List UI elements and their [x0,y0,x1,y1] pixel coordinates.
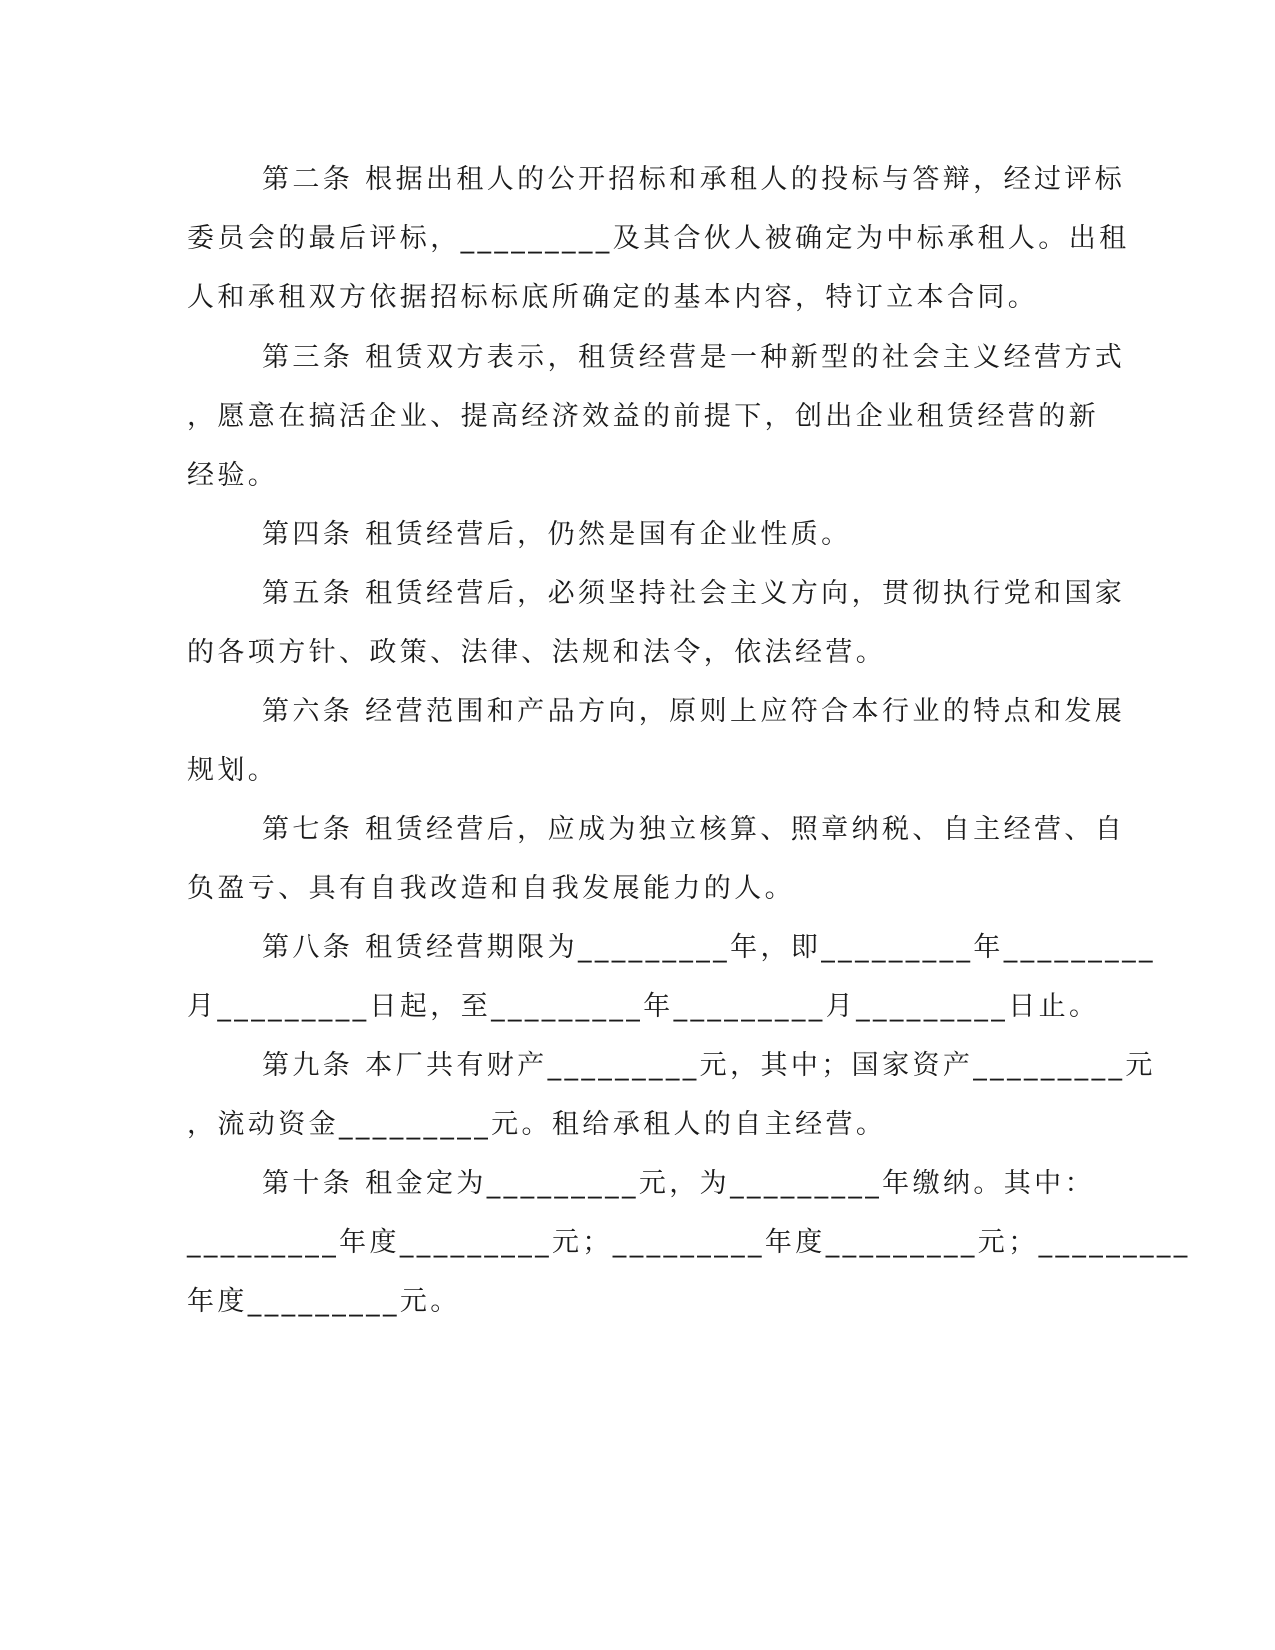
article-10-line-3: 年度_________元。 [187,1286,461,1317]
article-4-line-1: 第四条 租赁经营后，仍然是国有企业性质。 [262,519,852,550]
article-9-line-2: ，流动资金_________元。租给承租人的自主经营。 [187,1109,887,1140]
article-3-line-1: 第三条 租赁双方表示，租赁经营是一种新型的社会主义经营方式 [262,342,1126,373]
article-2-line-2: 委员会的最后评标，_________及其合伙人被确定为中标承租人。出租 [187,223,1130,254]
article-7-line-1: 第七条 租赁经营后，应成为独立核算、照章纳税、自主经营、自 [262,814,1126,845]
article-10-line-1: 第十条 租金定为_________元，为_________年缴纳。其中： [262,1168,1095,1199]
article-2-line-1: 第二条 根据出租人的公开招标和承租人的投标与答辩，经过评标 [262,164,1126,195]
article-8-line-1: 第八条 租赁经营期限为_________年，即_________年_________ [262,932,1156,963]
article-2-line-3: 人和承租双方依据招标标底所确定的基本内容，特订立本合同。 [187,282,1039,313]
article-10-line-2: _________年度_________元；_________年度_________元；_________ [187,1227,1191,1258]
article-9-line-1: 第九条 本厂共有财产_________元，其中；国家资产_________元 [262,1050,1156,1081]
article-5-line-2: 的各项方针、政策、法律、法规和法令，依法经营。 [187,637,887,668]
article-8-line-2: 月_________日起，至_________年_________月_________日止。 [187,991,1100,1022]
article-3-line-2: ，愿意在搞活企业、提高经济效益的前提下，创出企业租赁经营的新 [187,401,1099,432]
article-5-line-1: 第五条 租赁经营后，必须坚持社会主义方向，贯彻执行党和国家 [262,578,1126,609]
article-6-line-1: 第六条 经营范围和产品方向，原则上应符合本行业的特点和发展 [262,696,1126,727]
article-7-line-2: 负盈亏、具有自我改造和自我发展能力的人。 [187,873,795,904]
article-3-line-3: 经验。 [187,460,279,491]
article-6-line-2: 规划。 [187,755,279,786]
